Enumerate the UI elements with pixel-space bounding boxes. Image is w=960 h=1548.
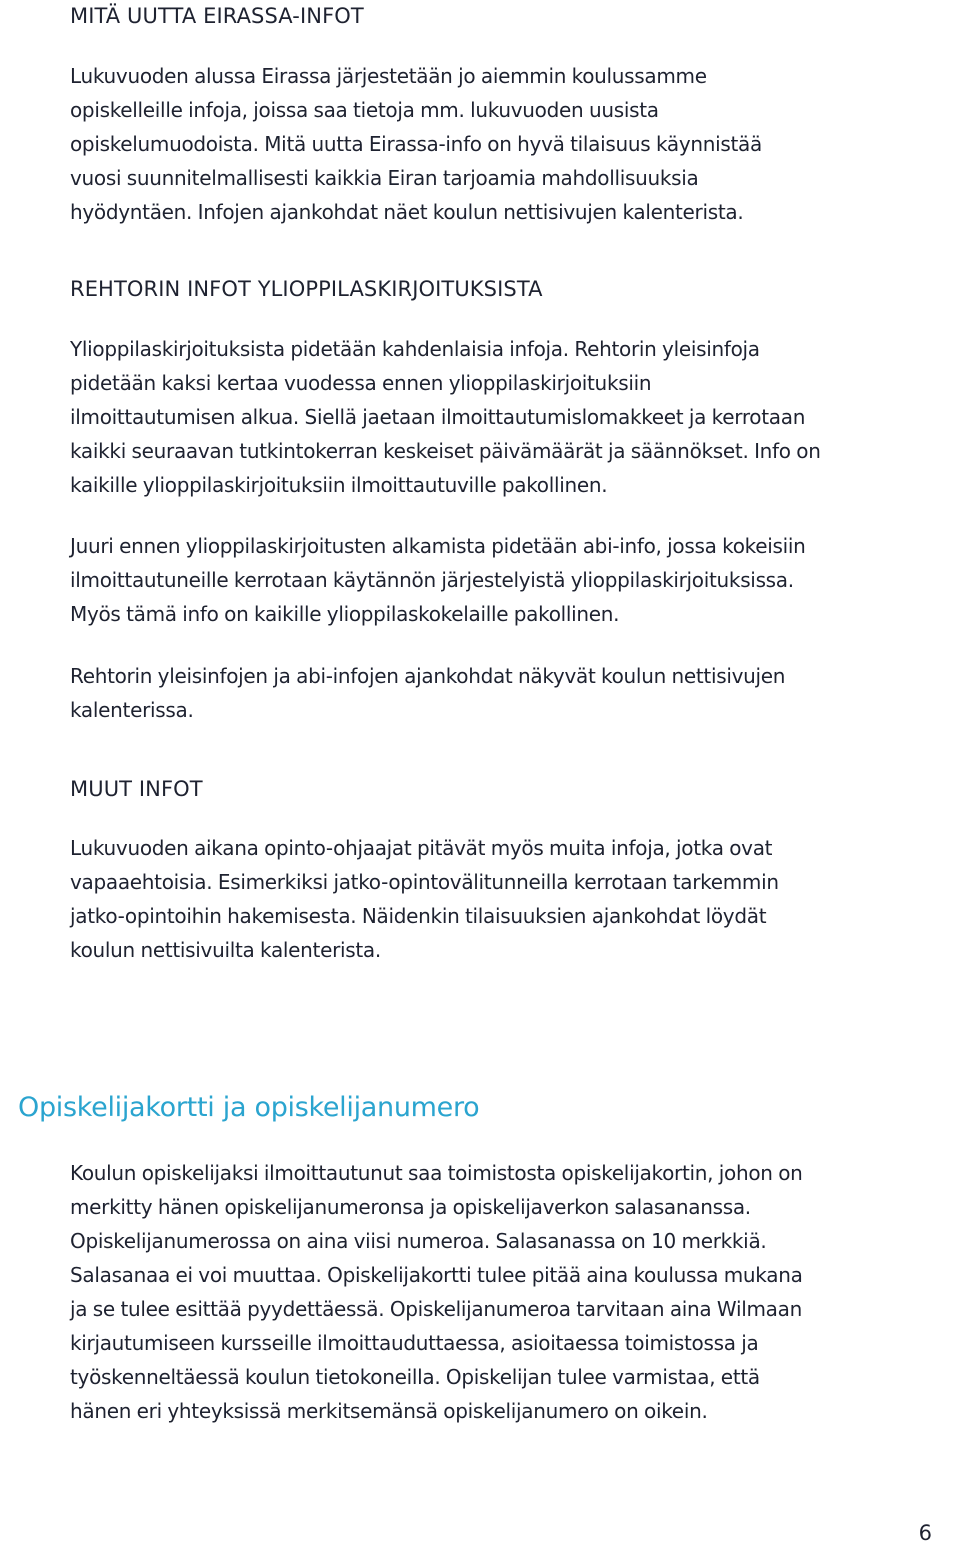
section-heading-rehtorin-infot: REHTORIN INFOT YLIOPPILASKIRJOITUKSISTA	[70, 277, 543, 301]
paragraph-mita-uutta	[70, 59, 930, 229]
text-line: Myös tämä info on kaikille ylioppilaskokelaille pakollinen.	[70, 602, 620, 626]
text-line: opiskelumuodoista. Mitä uutta Eirassa-info on hyvä tilaisuus käynnistää	[70, 132, 762, 156]
text-line: Salasanaa ei voi muuttaa. Opiskelijakortti tulee pitää aina koulussa mukana	[70, 1263, 803, 1287]
text-line: kalenterissa.	[70, 698, 194, 722]
paragraph-rehtorin-infot-2	[70, 529, 930, 631]
page-number: 6	[918, 1521, 932, 1545]
text-line: Lukuvuoden alussa Eirassa järjestetään jo aiemmin koulussamme	[70, 64, 707, 88]
text-line: Opiskelijanumerossa on aina viisi numeroa. Salasanassa on 10 merkkiä.	[70, 1229, 767, 1253]
text-line: kaikki seuraavan tutkintokerran keskeiset päivämäärät ja säännökset. Info on	[70, 439, 821, 463]
text-line: ja se tulee esittää pyydettäessä. Opiskelijanumeroa tarvitaan aina Wilmaan	[70, 1297, 802, 1321]
text-line: Koulun opiskelijaksi ilmoittautunut saa toimistosta opiskelijakortin, johon on	[70, 1161, 803, 1185]
text-line: ilmoittautuneille kerrotaan käytännön järjestelyistä ylioppilaskirjoituksissa.	[70, 568, 794, 592]
paragraph-rehtorin-infot-3	[70, 659, 930, 727]
text-line: vapaaehtoisia. Esimerkiksi jatko-opintovälitunneilla kerrotaan tarkemmin	[70, 870, 779, 894]
text-line: Ylioppilaskirjoituksista pidetään kahdenlaisia infoja. Rehtorin yleisinfoja	[70, 337, 760, 361]
paragraph-opiskelijakortti	[70, 1156, 930, 1428]
text-line: koulun nettisivuilta kalenterista.	[70, 938, 381, 962]
text-line: Juuri ennen ylioppilaskirjoitusten alkamista pidetään abi-info, jossa kokeisiin	[70, 534, 806, 558]
text-line: ilmoittautumisen alkua. Siellä jaetaan ilmoittautumislomakkeet ja kerrotaan	[70, 405, 806, 429]
text-line: hänen eri yhteyksissä merkitsemänsä opiskelijanumero on oikein.	[70, 1399, 708, 1423]
text-line: pidetään kaksi kertaa vuodessa ennen ylioppilaskirjoituksiin	[70, 371, 652, 395]
text-line: vuosi suunnitelmallisesti kaikkia Eiran tarjoamia mahdollisuuksia	[70, 166, 699, 190]
text-line: kirjautumiseen kursseille ilmoittauduttaessa, asioitaessa toimistossa ja	[70, 1331, 759, 1355]
text-line: opiskelleille infoja, joissa saa tietoja mm. lukuvuoden uusista	[70, 98, 659, 122]
section-title-opiskelijakortti: Opiskelijakortti ja opiskelijanumero	[18, 1092, 480, 1123]
text-line: hyödyntäen. Infojen ajankohdat näet koulun nettisivujen kalenterista.	[70, 200, 744, 224]
text-line: jatko-opintoihin hakemisesta. Näidenkin tilaisuuksien ajankohdat löydät	[70, 904, 767, 928]
text-line: kaikille ylioppilaskirjoituksiin ilmoittautuville pakollinen.	[70, 473, 608, 497]
section-heading-mita-uutta: MITÄ UUTTA EIRASSA-INFOT	[70, 4, 364, 28]
paragraph-muut-infot	[70, 831, 930, 967]
text-line: Rehtorin yleisinfojen ja abi-infojen ajankohdat näkyvät koulun nettisivujen	[70, 664, 786, 688]
text-line: Lukuvuoden aikana opinto-ohjaajat pitävät myös muita infoja, jotka ovat	[70, 836, 773, 860]
text-line: työskenneltäessä koulun tietokoneilla. Opiskelijan tulee varmistaa, että	[70, 1365, 760, 1389]
section-heading-muut-infot: MUUT INFOT	[70, 777, 203, 801]
paragraph-rehtorin-infot-1	[70, 332, 930, 502]
text-line: merkitty hänen opiskelijanumeronsa ja opiskelijaverkon salasananssa.	[70, 1195, 751, 1219]
